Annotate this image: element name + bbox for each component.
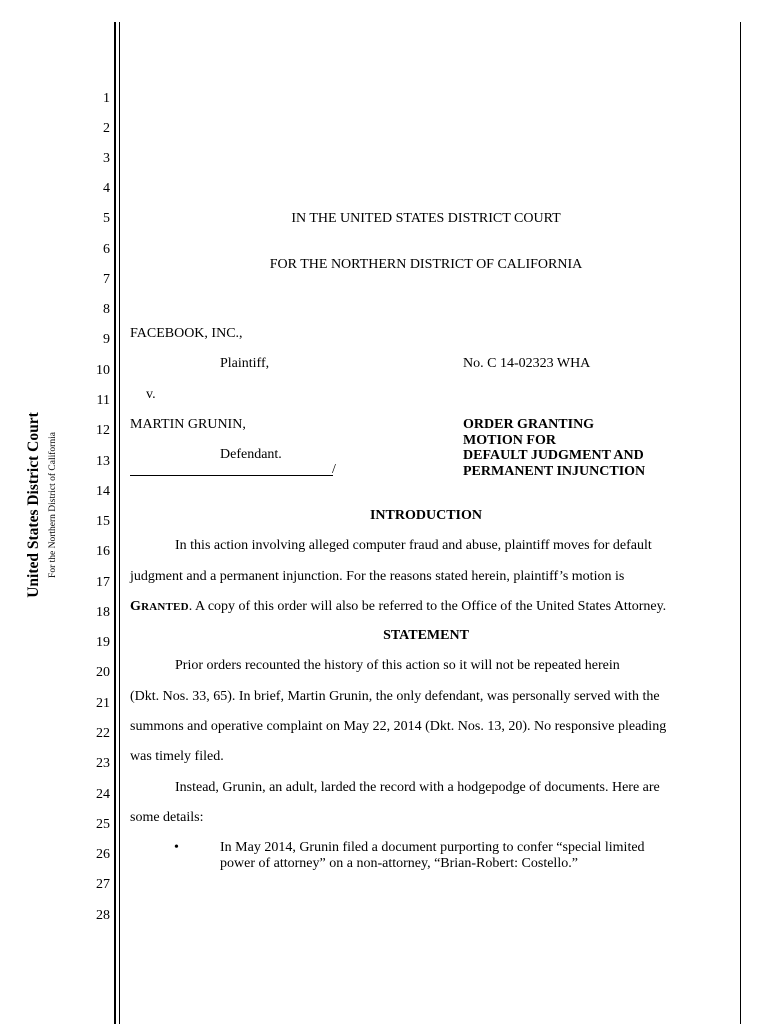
introduction-heading: INTRODUCTION [369, 508, 482, 523]
statement-line: Instead, Grunin, an adult, larded the record with a hodgepodge of documents. Here are [175, 780, 660, 795]
line-number: 4 [103, 181, 110, 196]
order-title [463, 417, 645, 479]
line-number: 18 [96, 605, 110, 620]
line-number: 13 [96, 454, 110, 469]
defendant-role: Defendant. [220, 447, 282, 462]
sidebar-court-name: United States District Court [25, 412, 42, 598]
line-number: 11 [96, 393, 110, 408]
court-heading-line1: IN THE UNITED STATES DISTRICT COURT [291, 211, 561, 226]
line-number: 12 [96, 423, 110, 438]
line-number: 21 [96, 696, 110, 711]
intro-line-rest: . A copy of this order will also be referred to the Office of the United States Attorney. [188, 599, 667, 614]
line-number: 8 [103, 302, 110, 317]
line-number: 24 [96, 787, 110, 802]
statement-line: (Dkt. Nos. 33, 65). In brief, Martin Grunin, the only defendant, was personally served with the [130, 689, 660, 704]
bullet-item-line: power of attorney” on a non-attorney, “Brian-Robert: Costello.” [220, 855, 578, 871]
line-number: 19 [96, 635, 110, 650]
caption-slash: / [332, 462, 336, 477]
line-number: 5 [103, 211, 110, 226]
line-number: 20 [96, 665, 110, 680]
line-number: 22 [96, 726, 110, 741]
order-title-line: ORDER GRANTING [463, 417, 595, 432]
margin-rule-right [740, 22, 741, 1024]
statement-line: some details: [130, 810, 204, 825]
line-number: 16 [96, 544, 110, 559]
line-number: 2 [103, 121, 110, 136]
line-number: 9 [103, 332, 110, 347]
intro-line: judgment and a permanent injunction. For the reasons stated herein, plaintiff’s motion is [130, 569, 625, 584]
bullet-item [220, 840, 645, 871]
sidebar-district: For the Northern District of California [48, 432, 58, 578]
line-number: 17 [96, 575, 110, 590]
granted-initial: G [130, 599, 142, 614]
margin-rule-left-inner [119, 22, 120, 1024]
order-title-line: MOTION FOR [463, 432, 556, 448]
order-title-line: PERMANENT INJUNCTION [463, 463, 646, 479]
statement-line: Prior orders recounted the history of this action so it will not be repeated herein [175, 658, 620, 673]
granted-small-caps: RANTED [141, 601, 189, 613]
line-number: 27 [96, 877, 110, 892]
margin-rule-left [114, 22, 116, 1024]
versus: v. [146, 387, 156, 402]
line-number: 1 [103, 91, 110, 106]
line-number: 10 [96, 363, 110, 378]
order-title-line: DEFAULT JUDGMENT AND [463, 448, 644, 463]
line-number: 7 [103, 272, 110, 287]
bullet-item-line: In May 2014, Grunin filed a document purporting to confer “special limited [220, 840, 645, 855]
line-number: 23 [96, 756, 110, 771]
statement-line: was timely filed. [130, 749, 224, 764]
line-number: 26 [96, 847, 110, 862]
statement-line: summons and operative complaint on May 22, 2014 (Dkt. Nos. 13, 20). No responsive pleading [130, 719, 667, 734]
court-heading-line2: FOR THE NORTHERN DISTRICT OF CALIFORNIA [269, 257, 583, 272]
line-number: 14 [96, 484, 110, 499]
intro-line: In this action involving alleged computer fraud and abuse, plaintiff moves for default [175, 538, 652, 553]
statement-heading: STATEMENT [383, 628, 469, 643]
line-number: 25 [96, 817, 110, 832]
case-number: No. C 14-02323 WHA [463, 356, 591, 371]
bullet-icon: • [174, 840, 179, 855]
plaintiff-role: Plaintiff, [220, 356, 270, 371]
line-number: 6 [103, 242, 110, 257]
line-number: 28 [96, 908, 110, 923]
intro-line [130, 599, 666, 615]
line-number: 15 [96, 514, 110, 529]
defendant-name: MARTIN GRUNIN, [130, 417, 246, 432]
plaintiff-name: FACEBOOK, INC., [130, 326, 243, 341]
caption-underline [130, 475, 333, 476]
line-number: 3 [103, 151, 110, 166]
